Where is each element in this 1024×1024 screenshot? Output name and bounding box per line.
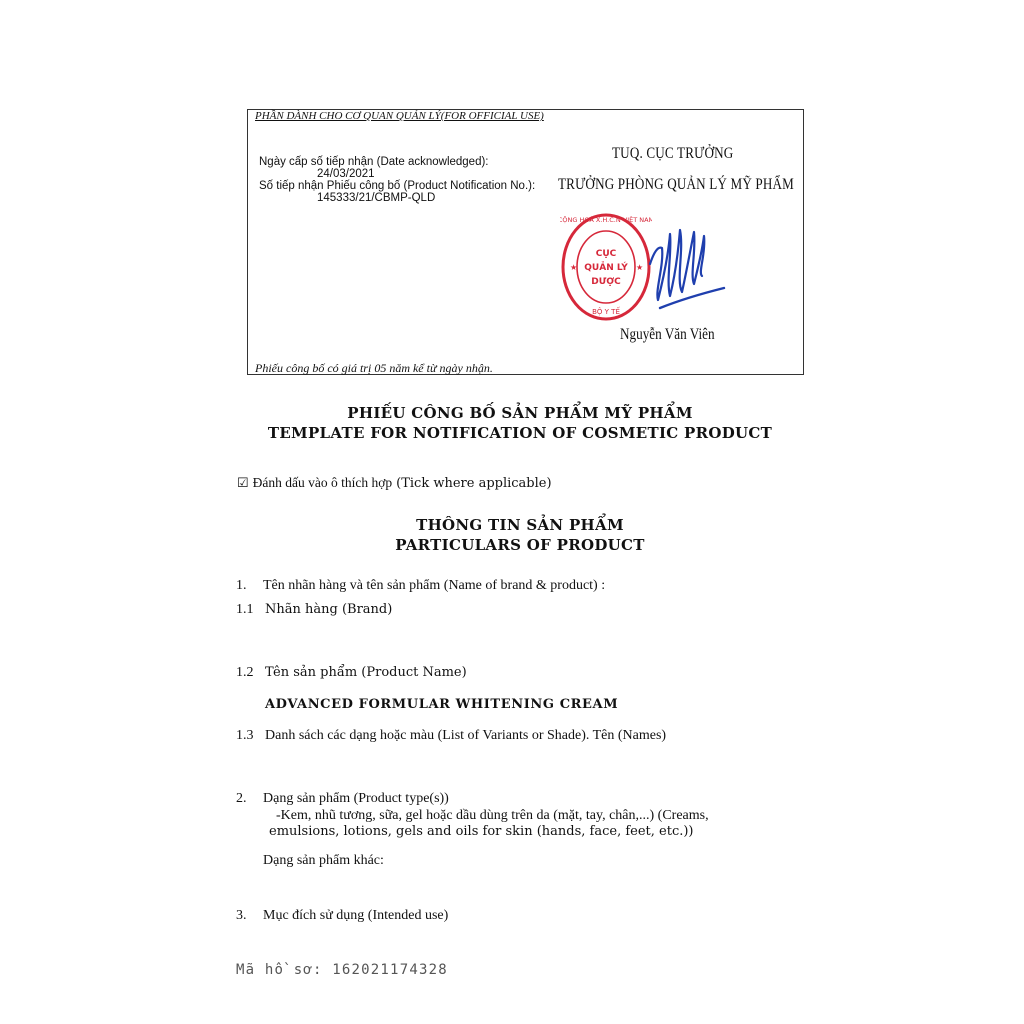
tick-instruction-en: (Tick where applicable) [396,476,552,491]
authority-line-1: TUQ. CỤC TRƯỞNG [612,145,734,162]
date-acknowledged-label: Ngày cấp số tiếp nhận (Date acknowledged): [259,156,489,168]
svg-text:★: ★ [636,263,644,272]
product-name-value: ADVANCED FORMULAR WHITENING CREAM [265,697,619,712]
stamp-center-line-1: CỤC [595,249,617,259]
stamp-ring-top-text: CỘNG HOÀ X.H.C.N VIỆT NAM [560,216,652,224]
item-1-2-text: Tên sản phẩm (Product Name) [265,665,467,680]
checked-box-icon: ☑ [237,476,249,491]
item-2-detail-line-2: emulsions, lotions, gels and oils for skin (hands, face, feet, etc.)) [269,824,694,839]
notification-number-label: Số tiếp nhận Phiếu công bố (Product Notification No.): [259,180,536,192]
signer-name: Nguyễn Văn Viên [620,326,715,343]
official-use-box [247,109,804,375]
stamp-center-line-2: QUẢN LÝ [584,263,628,273]
item-1-3-text: Danh sách các dạng hoặc màu (List of Variants or Shade). Tên (Names) [265,728,667,743]
official-stamp-seal [560,212,652,322]
section-title-vi: THÔNG TIN SẢN PHẨM [416,516,624,534]
document-title-vi: PHIẾU CÔNG BỐ SẢN PHẨM MỸ PHẨM [347,404,693,422]
document-title-en: TEMPLATE FOR NOTIFICATION OF COSMETIC PRODUCT [267,424,773,442]
stamp-center-line-3: DƯỢC [591,277,621,287]
item-1-1-text: Nhãn hàng (Brand) [265,602,393,617]
item-1-number: 1. [236,578,247,593]
item-3-text: Mục đích sử dụng (Intended use) [263,908,449,923]
date-acknowledged-value: 24/03/2021 [317,168,375,180]
tick-instruction-vi: Đánh dấu vào ô thích hợp [252,475,393,490]
item-1-text: Tên nhãn hàng và tên sản phẩm (Name of brand & product) : [263,578,606,593]
validity-note: Phiếu công bố có giá trị 05 năm kể từ ngày nhận. [255,361,493,375]
item-1-2-number: 1.2 [236,665,254,680]
item-1-3-number: 1.3 [236,728,254,743]
section-title-en: PARTICULARS OF PRODUCT [395,536,645,554]
authority-line-2: TRƯỞNG PHÒNG QUẢN LÝ MỸ PHẨM [558,176,795,193]
svg-text:★: ★ [570,263,578,272]
stamp-ring-bottom-text: BỘ Y TẾ [592,308,620,316]
dossier-number: Mã hồ sơ: 162021174328 [236,962,448,978]
tick-instruction [237,474,552,492]
item-2-number: 2. [236,791,247,806]
item-1-1-number: 1.1 [236,602,254,617]
notification-number-value: 145333/21/CBMP-QLD [317,192,436,204]
signature-scribble [640,222,730,312]
item-2-text: Dạng sản phẩm (Product type(s)) [263,791,449,806]
item-2-detail-line-1: -Kem, nhũ tương, sữa, gel hoặc dầu dùng trên da (mặt, tay, chân,...) (Creams, [276,808,709,823]
official-use-header: PHẦN DÀNH CHO CƠ QUAN QUẢN LÝ(FOR OFFICIAL USE) [255,110,544,122]
item-2-other-types: Dạng sản phẩm khác: [263,853,384,868]
item-3-number: 3. [236,908,247,923]
